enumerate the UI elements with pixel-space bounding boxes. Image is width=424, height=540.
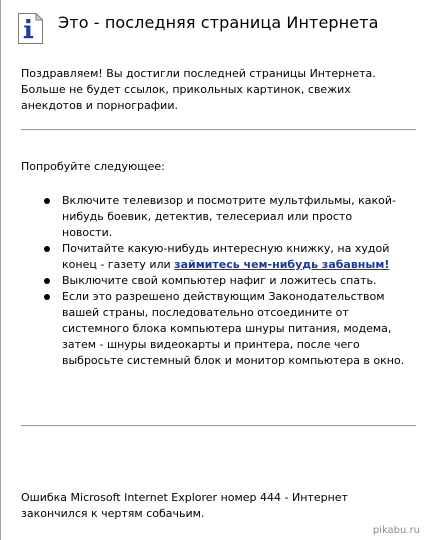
list-item xyxy=(40,241,420,273)
bullet-icon xyxy=(44,294,50,300)
footer-line: закончился к чертям собачьим. xyxy=(21,507,205,520)
intro-line: Больше не будет ссылок, прикольных картинок, свежих xyxy=(21,83,351,96)
suggestions-label: Попробуйте следующее: xyxy=(21,160,165,173)
list-item xyxy=(40,193,420,241)
list-item-text: конец - газету или xyxy=(62,258,175,271)
divider xyxy=(21,425,416,427)
list-item-line: Выключите свой компьютер нафиг и ложитесь спать. xyxy=(62,274,377,287)
footer-line: Ошибка Microsoft Internet Explorer номер 444 - Интернет xyxy=(21,491,348,504)
intro-line: анекдотов и порнографии. xyxy=(21,99,178,112)
window-frame-edge xyxy=(0,0,1,540)
intro-line: Поздравляем! Вы достигли последней страницы Интернета. xyxy=(21,67,376,80)
bullet-icon xyxy=(44,246,50,252)
intro-paragraph xyxy=(21,66,406,114)
list-item-line: новости. xyxy=(62,226,113,239)
page-title: Это - последняя страница Интернета xyxy=(58,13,379,32)
watermark: pikabu.ru xyxy=(372,525,420,536)
list-item xyxy=(40,289,420,369)
list-item-line: выбросьте системный блок и монитор компьютера в окно. xyxy=(62,354,405,367)
divider xyxy=(21,129,416,131)
list-item-line: Включите телевизор и посмотрите мультфильмы, какой- xyxy=(62,194,396,207)
list-item-line: вашей страны, последовательно отсоедините от xyxy=(62,306,349,319)
bullet-icon xyxy=(44,278,50,284)
list-item-line: Почитайте какую-нибудь интересную книжку, на худой xyxy=(62,242,390,255)
bullet-icon xyxy=(44,198,50,204)
list-item xyxy=(40,273,420,289)
suggestions-list xyxy=(40,193,420,369)
list-item-line: затем - шнуры видеокарты и принтера, после чего xyxy=(62,338,360,351)
list-item-line: системного блока компьютера шнуры питания, модема, xyxy=(62,322,392,335)
list-item-line: Если это разрешено действующим Законодательством xyxy=(62,290,385,303)
error-footer xyxy=(21,490,421,522)
list-item-line xyxy=(62,257,420,273)
list-item-line: нибудь боевик, детектив, телесериал или просто xyxy=(62,210,353,223)
fun-link[interactable]: займитесь чем-нибудь забавным! xyxy=(174,258,390,271)
info-icon xyxy=(18,13,43,44)
